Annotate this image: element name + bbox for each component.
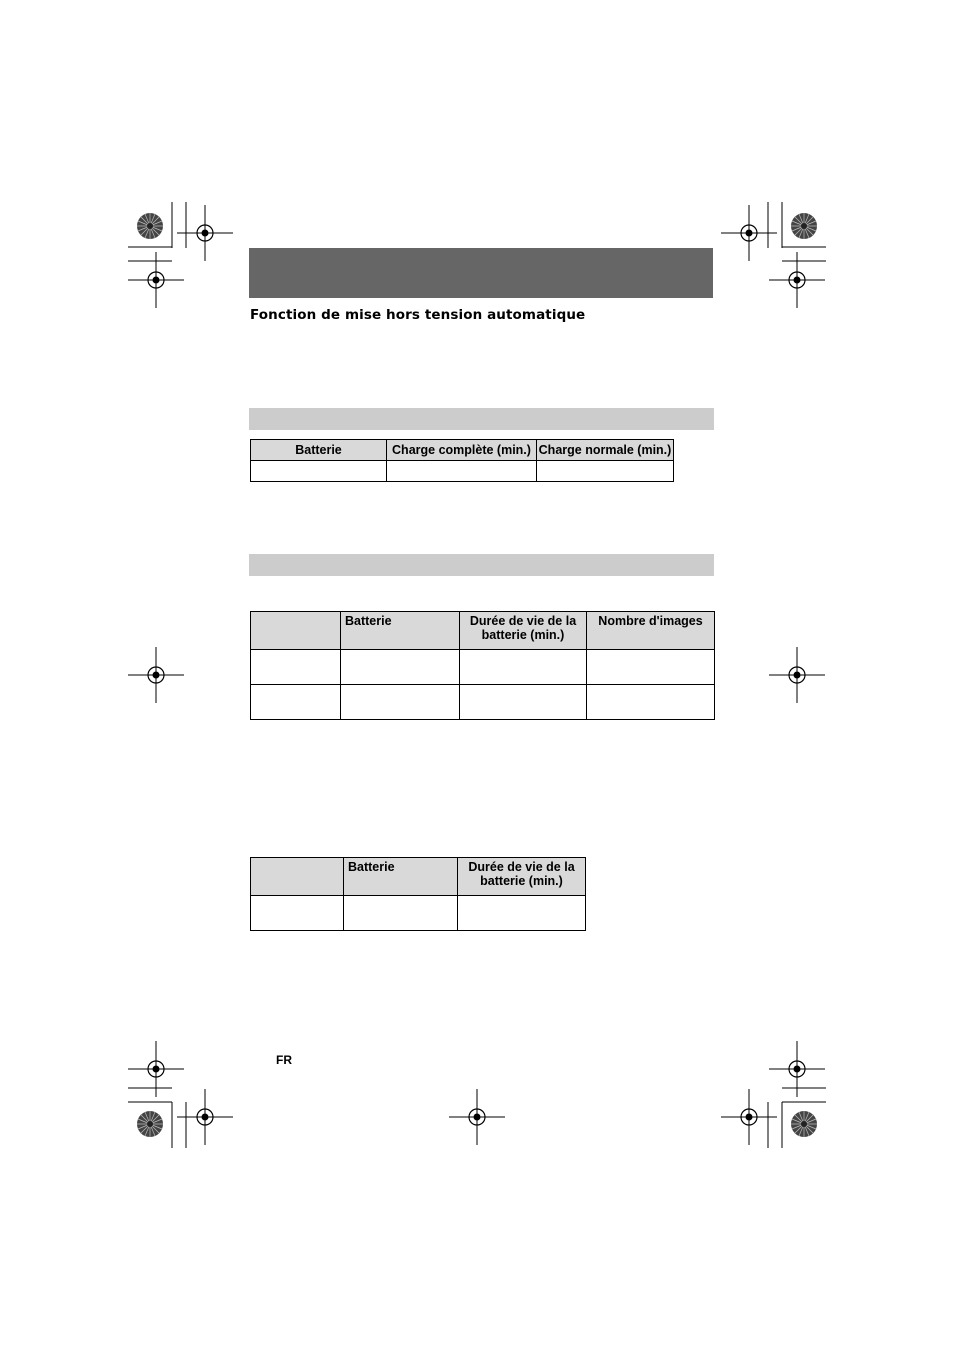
section-bar-charging	[249, 408, 714, 430]
table-row	[251, 896, 586, 931]
crosshair-icon	[128, 647, 184, 703]
table-header-cell	[251, 858, 344, 896]
table-header-cell: Batterie	[251, 440, 387, 461]
table-header-cell: Durée de vie de la batterie (min.)	[458, 858, 586, 896]
table-header-cell: Batterie	[341, 612, 460, 650]
page-header-bar	[249, 248, 713, 298]
table-cell	[587, 685, 715, 720]
table-row	[251, 685, 715, 720]
table-cell	[344, 896, 458, 931]
table-header-cell: Charge complète (min.)	[387, 440, 537, 461]
table-cell	[251, 461, 387, 482]
table-row	[251, 650, 715, 685]
table-header-cell: Batterie	[344, 858, 458, 896]
crosshair-icon	[449, 1089, 505, 1145]
crosshair-icon	[721, 205, 777, 261]
rosette-icon	[791, 1111, 817, 1137]
table-cell	[460, 650, 587, 685]
table-cell	[341, 685, 460, 720]
rosette-icon	[137, 213, 163, 239]
crosshair-icon	[128, 252, 184, 308]
playback-life-table	[250, 857, 586, 931]
table-cell	[387, 461, 537, 482]
table-cell	[251, 650, 341, 685]
section-heading: Fonction de mise hors tension automatique	[250, 307, 586, 323]
crosshair-icon	[177, 205, 233, 261]
crosshair-icon	[769, 1041, 825, 1097]
table-header-row	[251, 440, 674, 461]
table-header-cell: Charge normale (min.)	[537, 440, 674, 461]
crosshair-icon	[769, 252, 825, 308]
rosette-icon	[137, 1111, 163, 1137]
table-header-cell: Nombre d'images	[587, 612, 715, 650]
table-header-cell	[251, 612, 341, 650]
table-cell	[460, 685, 587, 720]
table-cell	[458, 896, 586, 931]
table-cell	[537, 461, 674, 482]
section-bar-battery-life	[249, 554, 714, 576]
charge-time-table	[250, 439, 674, 482]
crosshair-icon	[128, 1041, 184, 1097]
table-row	[251, 461, 674, 482]
table-cell	[251, 685, 341, 720]
battery-life-table	[250, 611, 715, 720]
table-header-row	[251, 858, 586, 896]
crosshair-icon	[177, 1089, 233, 1145]
crosshair-icon	[721, 1089, 777, 1145]
table-cell	[587, 650, 715, 685]
table-header-cell: Durée de vie de la batterie (min.)	[460, 612, 587, 650]
table-header-row	[251, 612, 715, 650]
language-code: FR	[276, 1053, 292, 1067]
table-cell	[251, 896, 344, 931]
rosette-icon	[791, 213, 817, 239]
table-cell	[341, 650, 460, 685]
crosshair-icon	[769, 647, 825, 703]
